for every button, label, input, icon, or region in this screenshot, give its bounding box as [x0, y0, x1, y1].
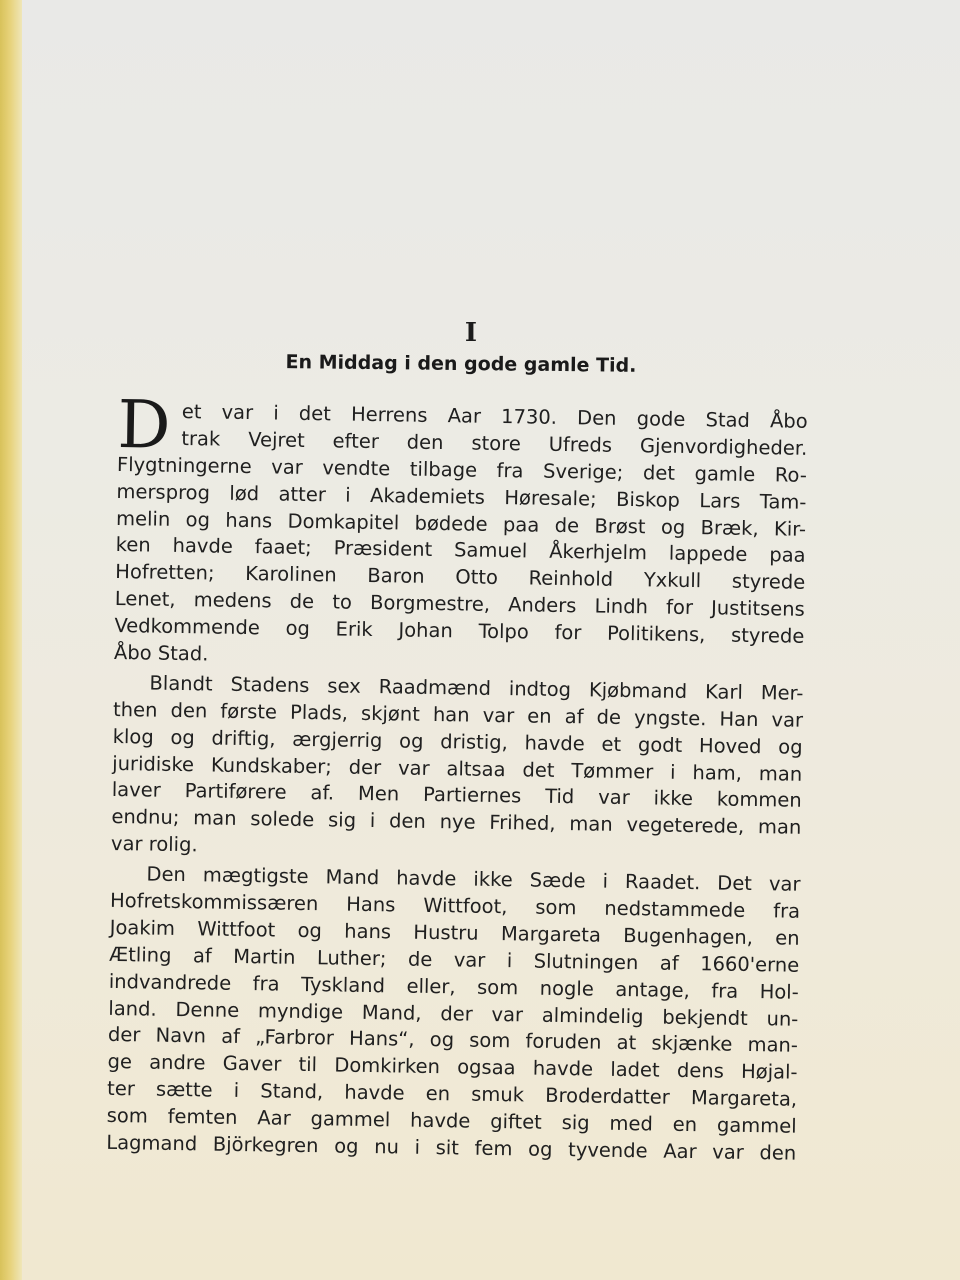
text-line: juridiske Kundskaber; der var altsaa det Tømmer i ham, man: [112, 751, 803, 786]
text-line: der Navn af „Farbror Hans“, og som foruden at skjænke man-: [107, 1023, 799, 1058]
text-line: Hofretskommissæren Hans Wittfoot, som nedstammede fra: [109, 888, 801, 923]
text-line: Lagmand Björkegren og nu i sit fem og tyvende Aar var den: [106, 1130, 797, 1165]
text-line: var rolig.: [110, 832, 198, 857]
drop-cap-initial: D: [116, 386, 172, 464]
text-line: mersprog lød atter i Akademiets Høresale; Biskop Lars Tam-: [116, 479, 807, 514]
body-text: [106, 386, 808, 1168]
text-line: trak Vejret efter den store Ufreds Gjenvordigheder.: [181, 426, 808, 460]
text-line: land. Denne myndige Mand, der var almindelig bekjendt un-: [108, 996, 799, 1031]
chapter-title: En Middag i den gode gamle Tid.: [285, 351, 637, 377]
text-line: som femten Aar gammel havde giftet sig med en gammel: [106, 1104, 797, 1138]
text-line: endnu; man solede sig i den nye Frihed, man vegeterede, man: [111, 805, 802, 840]
text-line: Blandt Stadens sex Raadmænd indtog Kjøbmand Karl Mer-: [149, 671, 804, 705]
text-line: Lenet, medens de to Borgmestre, Anders Lindh for Justitsens: [114, 587, 805, 622]
text-line: Hofretten; Karolinen Baron Otto Reinhold Yxkull styrede: [115, 560, 806, 595]
text-line: Ætling af Martin Luther; de var i Slutningen af 1660'erne: [109, 942, 800, 977]
text-line: ge andre Gaver til Domkirken ogsaa havde ladet dens Højal-: [107, 1050, 798, 1085]
text-line: Flygtningerne var vendte tilbage fra Sverige; det gamle Ro-: [116, 452, 808, 487]
text-line: melin og hans Domkapitel bødede paa de Brøst og Bræk, Kir-: [115, 506, 807, 541]
text-line: klog og driftig, ærgjerrig og dristig, havde et godt Hoved og: [112, 724, 803, 759]
text-line: indvandrede fra Tyskland eller, som nogle antage, fra Hol-: [108, 969, 799, 1004]
text-line: laver Partiførere af. Men Partiernes Tid var ikke kommen: [111, 778, 802, 813]
text-line: ken havde faaet; Præsident Samuel Åkerhjelm lappede paa: [115, 533, 806, 568]
book-page: [22, 0, 960, 1280]
text-line: ter sætte i Stand, havde en smuk Broderdatter Margareta,: [106, 1077, 798, 1112]
text-line: then den første Plads, skjønt han var en af de yngste. Han var: [112, 697, 804, 732]
text-line: Åbo Stad.: [113, 640, 209, 666]
book-spine-edge: [0, 0, 22, 1280]
text-line: et var i det Herrens Aar 1730. Den gode Stad Åbo: [181, 400, 808, 433]
text-line: Joakim Wittfoot og hans Hustru Margareta Bugenhagen, en: [109, 915, 800, 950]
chapter-number: I: [464, 318, 478, 348]
text-line: Vedkommende og Erik Johan Tolpo for Politikens, styrede: [114, 614, 805, 648]
text-line: Den mægtigste Mand havde ikke Sæde i Raadet. Det var: [146, 862, 801, 896]
